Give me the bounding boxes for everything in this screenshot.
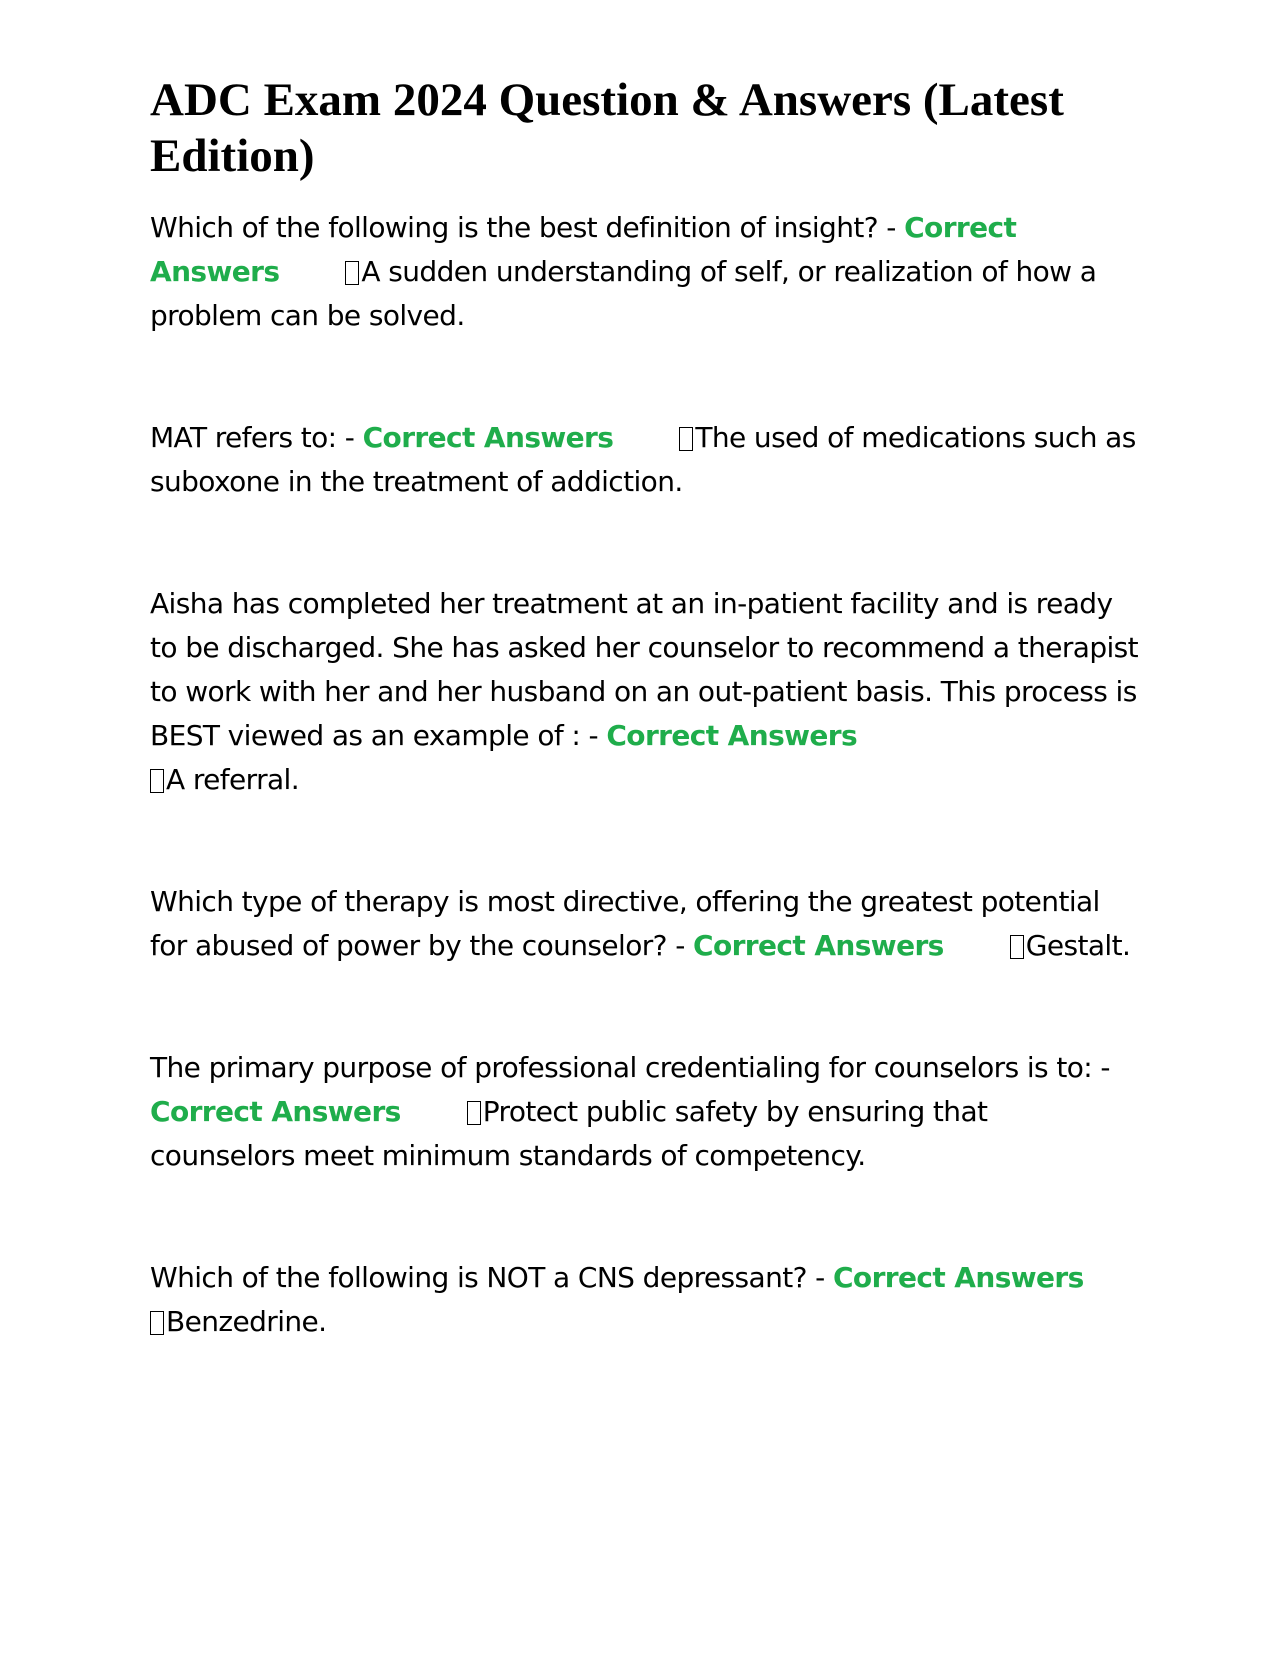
qa-item-1 <box>150 206 1140 338</box>
document-content <box>150 72 1140 1422</box>
missing-glyph-icon <box>1010 935 1024 959</box>
correct-answers-label: Correct Answers <box>362 421 614 454</box>
missing-glyph-icon <box>679 427 693 451</box>
qa-item-6 <box>150 1256 1140 1344</box>
missing-glyph-icon <box>345 261 359 285</box>
missing-glyph-icon <box>150 1311 164 1335</box>
answer-text: The used of medications such as suboxone in the treatment of addiction. <box>150 421 1136 498</box>
qa-item-2 <box>150 416 1140 504</box>
correct-answers-label: Correct Answers <box>832 1261 1084 1294</box>
missing-glyph-icon <box>150 769 164 793</box>
question-text: Which of the following is NOT a CNS depressant? - <box>150 1261 833 1294</box>
answer-text: Benzedrine. <box>166 1305 327 1338</box>
question-text: MAT refers to: - <box>150 421 363 454</box>
answer-text: Protect public safety by ensuring that counselors meet minimum standards of competency. <box>150 1095 988 1172</box>
question-text: Which type of therapy is most directive, offering the greatest potential for abused of power by the counselor? - <box>150 885 1100 962</box>
question-text: Aisha has completed her treatment at an in-patient facility and is ready to be discharged. She has asked her counselor to recommend a therapist to work with her and her husband on an out-patient basis. This process is BEST viewed as an example of : - <box>150 587 1139 752</box>
correct-answers-label: Correct Answers <box>693 929 944 962</box>
question-text: Which of the following is the best definition of insight? - <box>150 211 905 244</box>
document-title: ADC Exam 2024 Question & Answers (Latest Edition) <box>150 74 1064 182</box>
answer-text: A referral. <box>166 763 300 796</box>
qa-item-4 <box>150 880 1140 968</box>
correct-answers-label: Correct Answers <box>150 1095 401 1128</box>
correct-answers-label: Correct Answers <box>150 211 1017 288</box>
answer-text: A sudden understanding of self, or realization of how a problem can be solved. <box>150 255 1097 332</box>
qa-item-5 <box>150 1046 1140 1178</box>
missing-glyph-icon <box>467 1101 481 1125</box>
question-text: The primary purpose of professional credentialing for counselors is to: - <box>150 1051 1110 1084</box>
answer-text: Gestalt. <box>1025 929 1131 962</box>
correct-answers-label: Correct Answers <box>606 719 858 752</box>
qa-item-3 <box>150 582 1140 802</box>
